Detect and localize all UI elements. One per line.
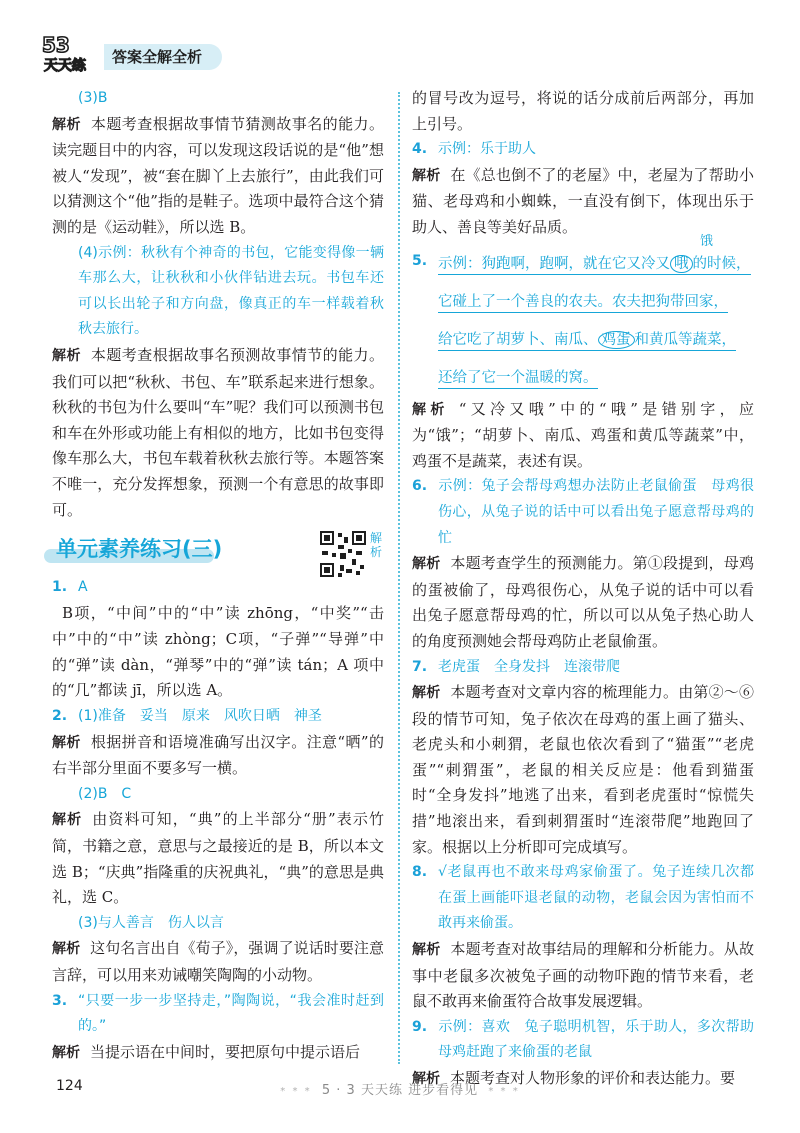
- analysis-4: 解析 在《总也倒不了的老屋》中，老屋为了帮助小猫、老母鸡和小蜘蛛，一直没有倒下，体现出乐于助人、善良等美好品质。: [412, 165, 754, 236]
- answer-3-4: (4)示例：秋秋有个神奇的书包，它能变得像一辆车那么大，让秋秋和小伙伴钻进去玩。书包车还可以长出轮子和方向盘，像真正的车一样载着秋秋去旅行。: [78, 244, 384, 338]
- answer-item: 6. 示例：兔子会帮母鸡想办法防止老鼠偷蛋 母鸡很伤心，从兔子说的话中可以看出兔子愿意帮母鸡的忙: [412, 478, 754, 546]
- analysis-item: 解析 本题考查学生的预测能力。第①段提到，母鸡的蛋被偷了，母鸡很伤心，从兔子说的话中可以看出兔子愿意帮母鸡的忙，所以可以从兔子热心助人的角度预测她会帮母鸡防止老鼠偷蛋。: [412, 554, 754, 650]
- q5-line-2: 它碰上了一个善良的农夫。农夫把狗带回家，: [438, 283, 754, 321]
- analysis-item: 解析 本题考查对人物形象的评价和表达能力。要: [412, 1069, 736, 1087]
- q5-circled-word: 鸡蛋: [598, 331, 635, 349]
- analysis-3-3: 解析 本题考查根据故事情节猜测故事名的能力。读完题目中的内容，可以发现这段话说的是“他”想被人“发现”，被“套在脚丫上去旅行”，由此我们可以猜测这个“他”指的是鞋子。选项中最符合这个猜测的是《运动鞋》，所以选 B。: [52, 114, 384, 236]
- right-answers-content: [412, 397, 754, 1093]
- page-header: [0, 0, 800, 80]
- answer-item: 7. 老虎蛋 全身发抖 连滚带爬: [412, 658, 620, 675]
- analysis-3-4: 解析 本题考查根据故事名预测故事情节的能力。我们可以把“秋秋、书包、车”联系起来进行想象。秋秋的书包为什么要叫“车”呢？我们可以预测书包和车在外形或功能上有相似的地方，比如书包变得像车那么大，书包车载着秋秋去旅行等。本题答案不唯一，充分发挥想象，预测一个有意思的故事即可。: [52, 345, 384, 519]
- svg-text:天天练: 天天练: [44, 58, 86, 74]
- analysis-item: 解析 本题考查对故事结局的理解和分析能力。从故事中老鼠多次被兔子画的动物吓跑的情节来看，老鼠不敢再来偷蛋符合故事发展逻辑。: [412, 940, 754, 1011]
- column-divider: [398, 92, 400, 1064]
- analysis-item: 解析 由资料可知，“典”的上半部分“册”表示竹简，书籍之意，意思与之最接近的是 B，所以本文选 B；“庆典”指隆重的庆祝典礼，“典”的意思是典礼，选 C。: [52, 810, 385, 907]
- answer-item: 2. (1)准备 妥当 原来 风吹日晒 神圣: [52, 708, 322, 725]
- answer-4: 4. 示例：乐于助人: [412, 141, 536, 158]
- answer-3-3: (3)B: [78, 90, 108, 106]
- q5-circled-typo: 哦: [670, 255, 693, 273]
- svg-text:53: 53: [42, 33, 70, 57]
- analysis-item: 解析 根据拼音和语境准确写出汉字。注意“晒”的右半部分里面不要多写一横。: [52, 732, 384, 778]
- unit-title-text: 单元素养练习(三): [56, 537, 223, 562]
- answer-item: 9. 示例：喜欢 兔子聪明机智，乐于助人，多次帮助母鸡赶跑了来偷蛋的老鼠: [412, 1018, 754, 1061]
- page-number: 124: [56, 1078, 83, 1094]
- answer-item: (3)与人善言 伤人以言: [78, 914, 224, 931]
- q5-line-1: 示例：狗跑啊，跑啊，就在它又冷又 哦 的时候， 饿: [438, 245, 754, 283]
- unit-title: [52, 531, 384, 571]
- analysis-item: B项，“中间”中的“中”读 zhōng，“中奖”“击中”中的“中”读 zhòng；C项，“子弹”“导弹”中的“弹”读 dàn，“弹琴”中的“弹”读 tán；A 项中的“几”都读 jī，所以选 A。: [52, 603, 384, 700]
- qr-code-icon[interactable]: [318, 529, 368, 579]
- analysis-item: 解析 这句名言出自《荀子》，强调了说话时要注意言辞，可以用来劝诫嘲笑陶陶的小动物。: [52, 939, 385, 984]
- analysis-3-continued: 的冒号改为逗号，将说的话分成前后两部分，再加上引号。: [412, 89, 754, 133]
- left-unit-content: [52, 575, 384, 1066]
- answer-item: (2)B C: [78, 785, 132, 802]
- analysis-item: 解析 本题考查对文章内容的梳理能力。由第②～⑥段的情节可知，兔子依次在母鸡的蛋上画了猫头、老虎头和小刺猬，老鼠也依次看到了“猫蛋”“老虎蛋”“刺猬蛋”，老鼠的相关反应是：他看到猫蛋时“全身发抖”地逃了出来，看到老虎蛋时“惊慌失措”地滚出来，看到刺猬蛋时“连滚带爬”地跑回了家。根据以上分析即可完成填写。: [412, 683, 754, 856]
- analysis-item: 解析 “又冷又哦”中的“哦”是错别字，应为“饿”；“胡萝卜、南瓜、鸡蛋和黄瓜等蔬菜”中，鸡蛋不是蔬菜，表述有误。: [412, 399, 754, 470]
- q5-line-3: 给它吃了胡萝卜、南瓜、 鸡蛋 和黄瓜等蔬菜，: [438, 321, 754, 359]
- right-column: [412, 86, 754, 1093]
- brand-logo-icon: [40, 30, 104, 74]
- left-column: [52, 86, 384, 1066]
- header-tab: 答案全解全析: [104, 44, 222, 70]
- analysis-item: 解析 当提示语在中间时，要把原句中提示语后: [52, 1042, 361, 1061]
- q5-correction-word: 饿: [700, 233, 714, 249]
- footer-slogan: * * * 5 · 3 天天练 进步看得见 * * *: [280, 1083, 520, 1098]
- qr-label: 解析: [370, 531, 383, 560]
- answer-item: 8. √老鼠再也不敢来母鸡家偷蛋了。兔子连续几次都在蛋上画能吓退老鼠的动物，老鼠会因为害怕而不敢再来偷蛋。: [412, 864, 754, 932]
- answer-item: 3. “只要一步一步坚持走，”陶陶说，“我会准时赶到的。”: [52, 992, 384, 1035]
- answer-5-handwritten: 5. 示例：狗跑啊，跑啊，就在它又冷又 哦 的时候， 饿 它碰上了一个善良的农夫。农夫把狗带回家， 给它吃了胡萝卜、南瓜、 鸡蛋 和黄瓜等蔬菜， 还给了它一个温暖的窝。: [412, 245, 754, 397]
- answer-item: 1. A: [52, 579, 88, 596]
- q5-line-4: 还给了它一个温暖的窝。: [438, 359, 754, 397]
